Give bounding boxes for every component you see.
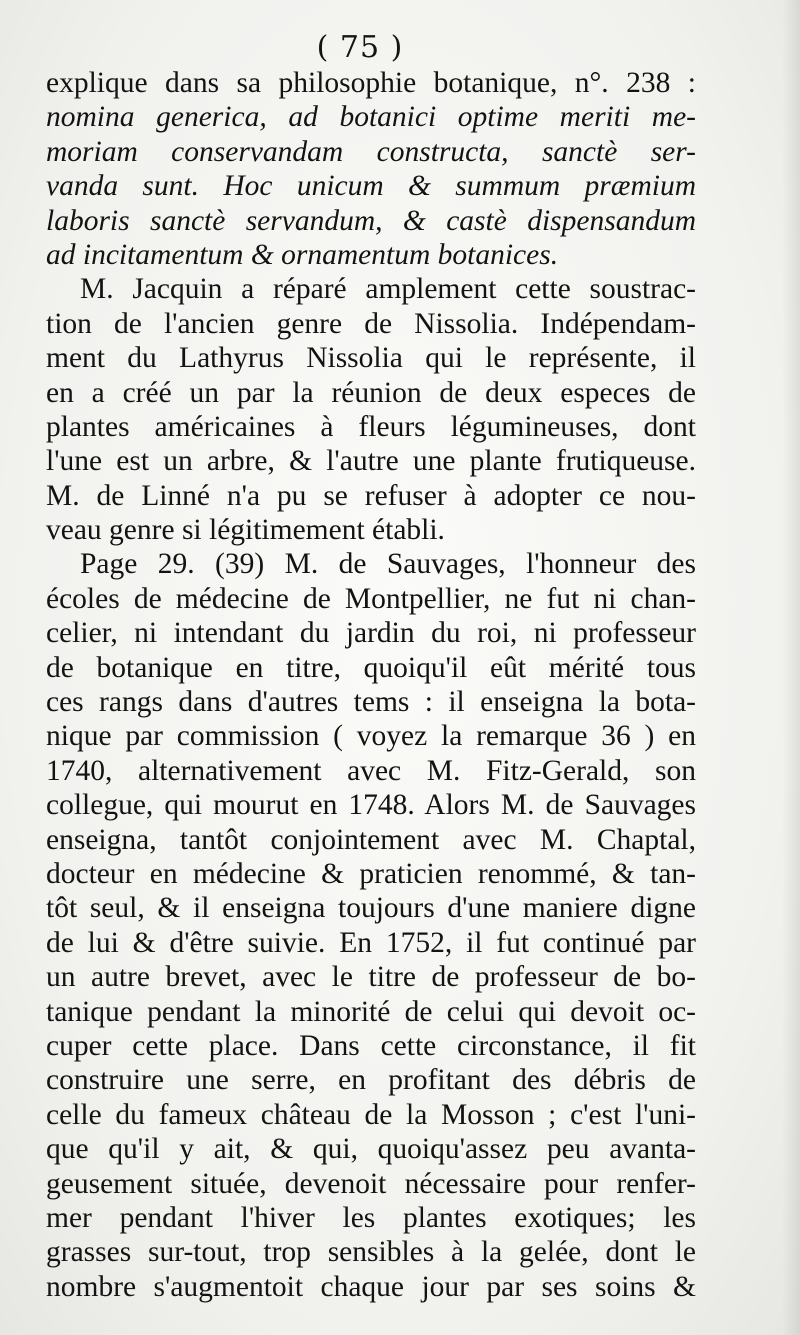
text-line: docteur en médecine & praticien renommé, & tan- [46, 857, 696, 890]
text-line: ment du Lathyrus Nissolia qui le représente, il [46, 342, 696, 375]
text-line: tion de l'ancien genre de Nissolia. Indépendam- [46, 307, 696, 340]
text-line: collegue, qui mourut en 1748. Alors M. de Sauvages [46, 789, 696, 822]
text-line: M. de Linné n'a pu se refuser à adopter ce nou- [46, 479, 696, 512]
page-edge-shadow [782, 0, 800, 1335]
text-line: un autre brevet, avec le titre de professeur de bo- [46, 961, 696, 994]
text-line: cuper cette place. Dans cette circonstance, il fit [46, 1029, 696, 1062]
text-line: en a créé un par la réunion de deux especes de [46, 376, 696, 409]
page-number: ( 75 ) [316, 30, 404, 65]
text-line: explique dans sa philosophie botanique, n°. 238 : [46, 67, 696, 99]
text-line: laboris sanctè servandum, & castè dispensandum [46, 204, 696, 237]
text-line: nombre s'augmentoit chaque jour par ses soins & [46, 1270, 696, 1303]
text-line: l'une est un arbre, & l'autre une plante frutiqueuse. [46, 445, 696, 478]
text-line: moriam conservandam constructa, sanctè ser- [46, 135, 696, 168]
text-line: nique par commission ( voyez la remarque 36 ) en [46, 720, 696, 753]
text-line: de botanique en titre, quoiqu'il eût mérité tous [46, 651, 696, 684]
text-line: tanique pendant la minorité de celui qui devoit oc- [46, 995, 696, 1028]
text-block [46, 66, 696, 1304]
text-line: M. Jacquin a réparé amplement cette soustrac- [80, 273, 696, 306]
text-line: celier, ni intendant du jardin du roi, ni professeur [46, 617, 696, 650]
text-line: enseigna, tantôt conjointement avec M. Chaptal, [46, 823, 696, 856]
text-line: 1740, alternativement avec M. Fitz-Gerald, son [46, 754, 696, 787]
text-line: nomina generica, ad botanici optime meriti me- [46, 101, 696, 134]
text-line: mer pendant l'hiver les plantes exotiques; les [46, 1201, 696, 1234]
text-line: ces rangs dans d'autres tems : il enseigna la bota- [46, 686, 696, 719]
text-line: tôt seul, & il enseigna toujours d'une maniere digne [46, 892, 696, 925]
text-line: grasses sur-tout, trop sensibles à la gelée, dont le [46, 1236, 696, 1269]
text-line: ad incitamentum & ornamentum botanices. [46, 238, 559, 271]
text-line: celle du fameux château de la Mosson ; c'est l'uni- [46, 1098, 696, 1131]
text-line: Page 29. (39) M. de Sauvages, l'honneur des [80, 548, 696, 581]
text-line: construire une serre, en profitant des débris de [46, 1064, 696, 1097]
text-line: veau genre si légitimement établi. [46, 514, 445, 547]
text-line: que qu'il y ait, & qui, quoiqu'assez peu avanta- [46, 1133, 696, 1166]
text-line: de lui & d'être suivie. En 1752, il fut continué par [46, 926, 696, 959]
text-line: geusement située, devenoit nécessaire pour renfer- [46, 1167, 696, 1200]
text-line: écoles de médecine de Montpellier, ne fut ni chan- [46, 582, 696, 615]
text-line: vanda sunt. Hoc unicum & summum præmium [46, 170, 696, 203]
text-line: plantes américaines à fleurs légumineuses, dont [46, 410, 696, 443]
